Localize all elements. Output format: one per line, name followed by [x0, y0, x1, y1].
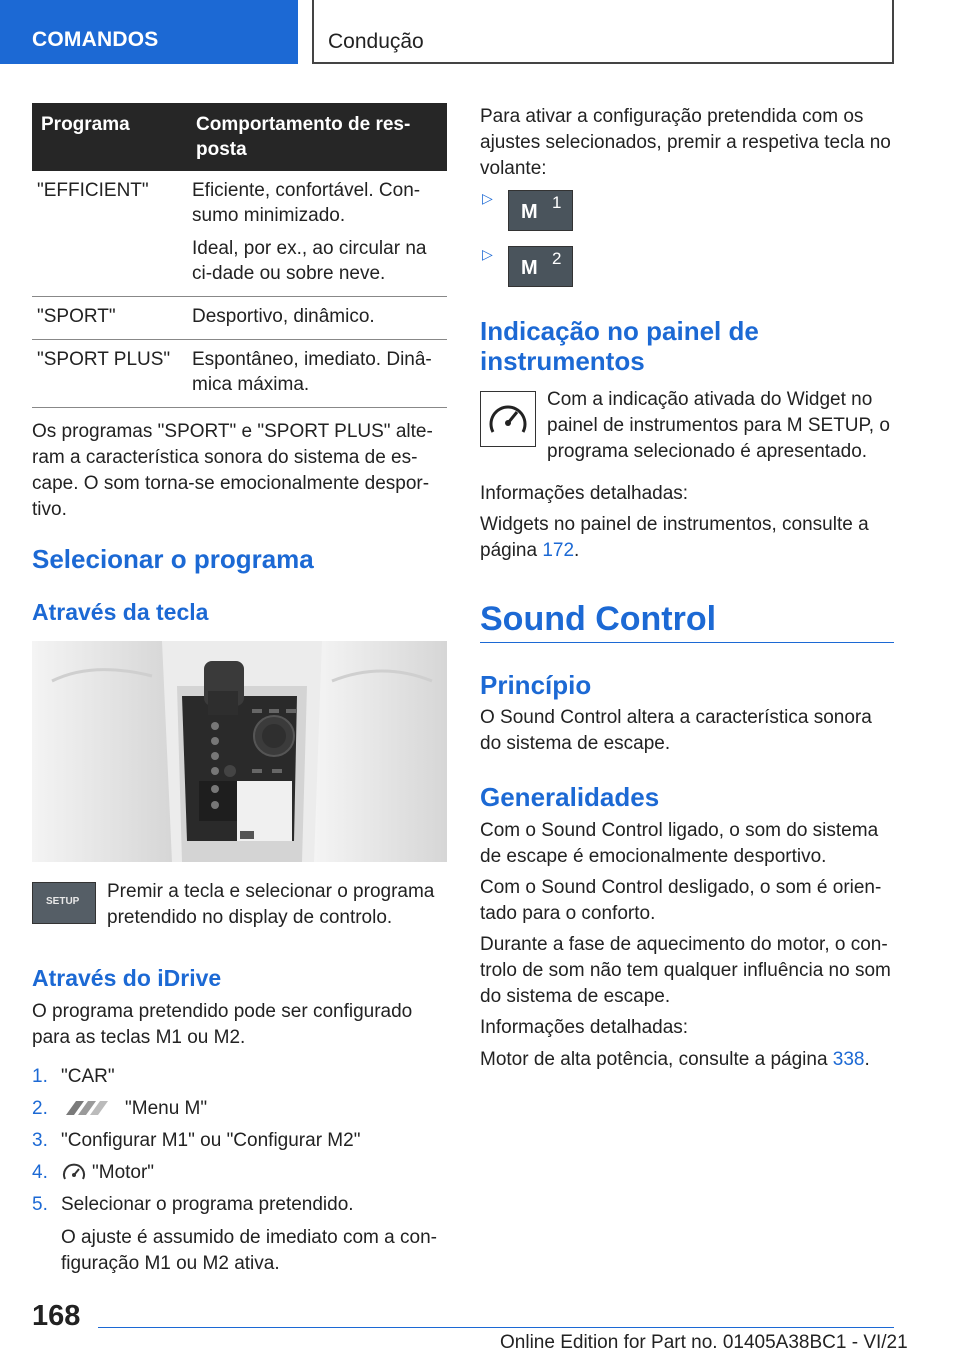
step-text: "Menu M" [125, 1098, 208, 1119]
m1-key-number: 1 [552, 193, 562, 212]
page-link-172[interactable]: 172 [542, 540, 575, 561]
engine-reference: Motor de alta potência, consulte a página 338. [480, 1049, 870, 1070]
step-text: "CAR" [61, 1066, 115, 1087]
m1-key-letter: M [521, 201, 538, 223]
cluster-text: Com a indicação ativada do Widget no painel de instrumentos para M SETUP, o programa selecionado é apresentado. [547, 389, 890, 462]
behaviour-line: Eficiente, confortável. Con-sumo minimizado. [192, 180, 421, 226]
footer-rule [98, 1327, 894, 1328]
behaviour-line: Espontâneo, imediato. Dinâ-mica máxima. [192, 349, 432, 395]
behaviour-line: Desportivo, dinâmico. [192, 306, 375, 327]
section-tab [0, 0, 298, 64]
setup-text: Premir a tecla e selecionar o programa pretendido no display de controlo. [107, 881, 435, 928]
step-number: 1. [32, 1066, 48, 1087]
sound-control-title: Sound Control [480, 600, 717, 638]
principle-text: O Sound Control altera a característica sonora do sistema de escape. [480, 707, 872, 754]
principle-heading: Princípio [480, 670, 592, 700]
details-label: Informações detalhadas: [480, 483, 689, 504]
gauge-icon [62, 1162, 86, 1192]
step-number: 2. [32, 1098, 48, 1119]
bullet-triangle: ▷ [482, 246, 493, 262]
general-heading: Generalidades [480, 782, 660, 812]
behaviour-cell [187, 171, 447, 297]
m-stripes-icon [64, 1099, 116, 1125]
step-number: 5. [32, 1194, 48, 1215]
title-rule [480, 642, 894, 643]
section-title: COMANDOS [32, 28, 159, 51]
footer-edition: Online Edition for Part no. 01405A38BC1 - VI/21 [500, 1332, 908, 1353]
activate-text: Para ativar a configuração pretendida com os ajustes selecionados, premir a respetiva tecla no volante: [480, 106, 891, 179]
table-header-row [32, 103, 447, 171]
idrive-intro: O programa pretendido pode ser configurado para as teclas M1 ou M2. [32, 1001, 413, 1048]
cluster-heading: Indicação no painel de instrumentos [480, 316, 759, 376]
m1-key-icon [508, 190, 573, 231]
setup-key-icon [32, 882, 96, 924]
table-row [32, 171, 447, 297]
page-link-338[interactable]: 338 [832, 1049, 865, 1070]
table-row [32, 297, 447, 340]
select-program-heading: Selecionar o programa [32, 544, 314, 574]
engine-ref-text: Motor de alta potência, consulte a página [480, 1049, 828, 1070]
program-cell: "EFFICIENT" [32, 171, 187, 297]
program-table-wrap [32, 103, 447, 408]
program-table [32, 103, 447, 408]
bullet-triangle: ▷ [482, 190, 493, 206]
via-key-heading: Através da tecla [32, 599, 209, 625]
general-paragraph: Com o Sound Control desligado, o som é orien-tado para o conforto. [480, 877, 882, 924]
widgets-ref-text: Widgets no painel de instrumentos, consulte a página [480, 514, 869, 561]
general-paragraph: Com o Sound Control ligado, o som do sistema de escape é emocionalmente desportivo. [480, 820, 879, 867]
step5-note: O ajuste é assumido de imediato com a con-figuração M1 ou M2 ativa. [61, 1227, 437, 1274]
table-row [32, 340, 447, 408]
step-number: 3. [32, 1130, 48, 1151]
console-photo [32, 641, 447, 862]
via-idrive-heading: Através do iDrive [32, 965, 222, 991]
general-paragraph: Durante a fase de aquecimento do motor, o con-trolo de som não tem qualquer influência no som do sistema de escape. [480, 934, 891, 1007]
behaviour-line: Ideal, por ex., ao circular na ci-dade ou sobre neve. [192, 238, 427, 284]
gauge-icon [480, 391, 536, 447]
m2-key-icon [508, 246, 573, 287]
step-text: "Configurar M1" ou "Configurar M2" [61, 1130, 361, 1151]
step-text: Selecionar o programa pretendido. [61, 1194, 354, 1215]
program-cell: "SPORT" [32, 297, 187, 340]
program-cell: "SPORT PLUS" [32, 340, 187, 408]
sport-note: Os programas "SPORT" e "SPORT PLUS" alte-ram a característica sonora do sistema de es-cape. O som torna-se emocionalmente despor-tivo. [32, 421, 433, 520]
table-header-program: Programa [32, 103, 187, 171]
step-number: 4. [32, 1162, 48, 1183]
step-text: "Motor" [92, 1162, 155, 1183]
behaviour-cell [187, 297, 447, 340]
setup-key-label: SETUP [46, 896, 80, 907]
console-illustration [32, 641, 447, 862]
widgets-reference: Widgets no painel de instrumentos, consulte a página 172. [480, 514, 869, 561]
m2-key-number: 2 [552, 249, 562, 268]
behaviour-cell [187, 340, 447, 408]
details-label: Informações detalhadas: [480, 1017, 689, 1038]
page-number: 168 [32, 1300, 81, 1332]
m2-key-letter: M [521, 257, 538, 279]
chapter-tab [312, 0, 894, 64]
chapter-title: Condução [328, 30, 424, 53]
table-header-behaviour: Comportamento de res-posta [187, 103, 447, 171]
